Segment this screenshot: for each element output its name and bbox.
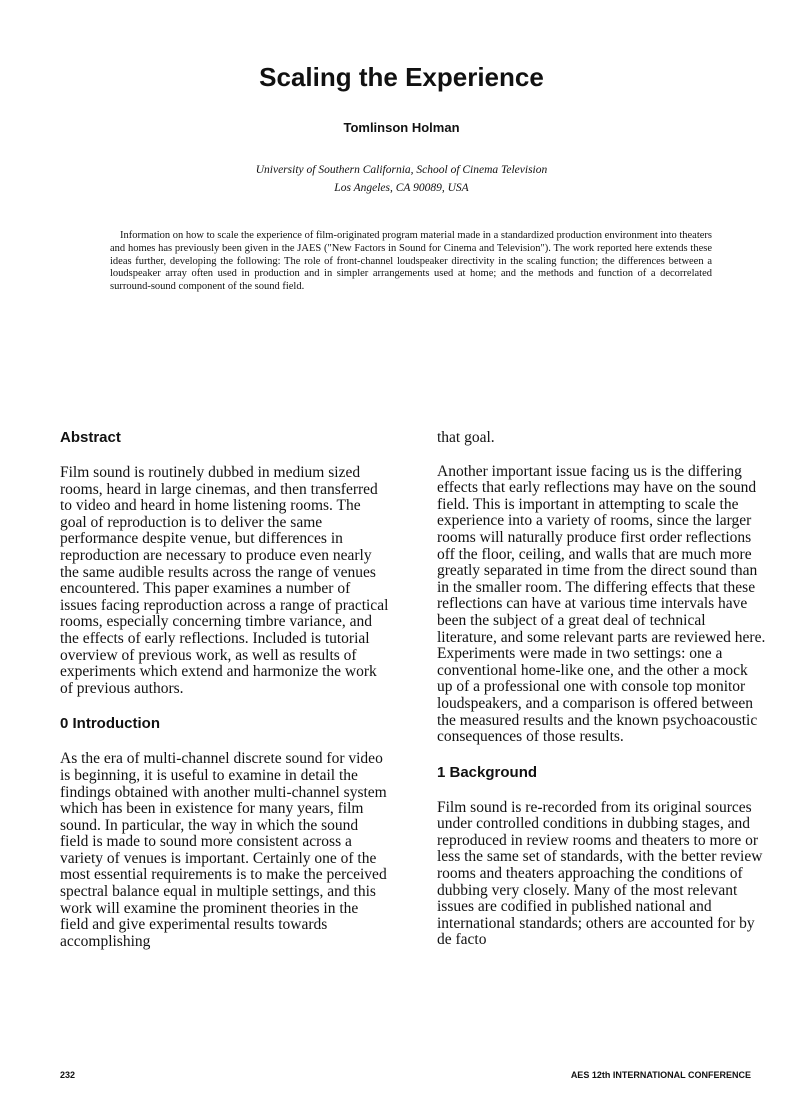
affiliation-line-2: Los Angeles, CA 90089, USA xyxy=(334,182,469,194)
introduction-paragraph-2: Another important issue facing us is the differing effects that early reflections may have on the sound field. This is important in attempting to scale the experience into a variety of rooms, since the larger rooms will naturally produce first order reflections off the floor, ceiling, and walls that are much more greatly separated in time from the direct sound than in the smaller room. The differing effects that these reflections can have at various time intervals have been the subject of a great deal of technical literature, and some relevant parts are reviewed here. Experiments were made in two settings: one a conventional home-like one, and the other a mock up of a professional one with console top monitor loudspeakers, and a comparison is offered between the measured results and the known psychoacoustic consequences of those results. xyxy=(437,462,766,746)
background-heading: 1 Background xyxy=(437,763,538,781)
introduction-heading: 0 Introduction xyxy=(60,715,160,733)
left-column xyxy=(60,428,390,967)
paper-title: Scaling the Experience xyxy=(259,62,544,92)
page-number: 232 xyxy=(60,1070,76,1080)
introduction-text: As the era of multi-channel discrete sound for video is beginning, it is useful to examine in detail the findings obtained with another multi-channel system which has been in existence for many years, film sound. In particular, the way in which the sound field is made to sound more consistent across a variety of venues is important. Certainly one of the most essential requirements is to make the perceived spectral balance equal in multiple settings, and this work will examine the prominent theories in the field and give experimental results towards accomplishing xyxy=(60,750,387,950)
right-column xyxy=(437,428,767,966)
summary-paragraph: Information on how to scale the experience of film-originated program material made in a standardized production environment into theaters and homes has previously been given in the JAES ("New Factors in Sound for Cinema and Television"). The work reported here extends these ideas further, developing the following: The role of front-channel loudspeaker directivity in the scaling function; the differences between a loudspeaker array often used in production and in simpler arrangements used at home; and the methods and function of a decorrelated surround-sound component of the sound field. xyxy=(110,230,712,293)
introduction-continued: that goal. xyxy=(437,429,495,446)
author-name: Tomlinson Holman xyxy=(343,120,460,135)
background-text: Film sound is re-recorded from its original sources under controlled conditions in dubbing stages, and reproduced in review rooms and theaters to more or less the same set of standards, with the better review rooms and theaters approaching the conditions of dubbing very closely. Many of the most relevant issues are codified in published national and international standards; others are accounted for by de facto xyxy=(437,798,763,949)
conference-name: AES 12th INTERNATIONAL CONFERENCE xyxy=(570,1070,751,1080)
abstract-text: Film sound is routinely dubbed in medium sized rooms, heard in large cinemas, and then transferred to video and heard in home listening rooms. The goal of reproduction is to deliver the same performance despite venue, but differences in reproduction are necessary to produce even nearly the same audible results across the range of venues encountered. This paper examines a number of issues facing reproduction across a range of practical rooms, especially concerning timbre variance, and the effects of early reflections. Included is tutorial overview of previous work, as well as results of experiments which extend and harmonize the work of previous authors. xyxy=(60,464,389,697)
abstract-heading: Abstract xyxy=(60,429,121,446)
affiliation-line-1: University of Southern California, School of Cinema Television xyxy=(255,164,548,176)
